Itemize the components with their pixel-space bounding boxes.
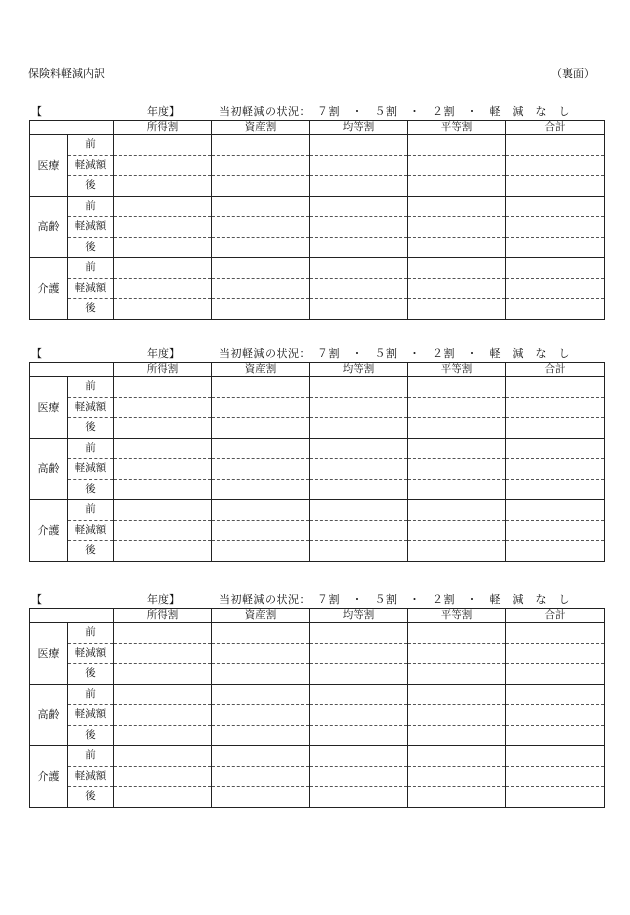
category-label: 高齢 [30, 684, 68, 746]
amount-cell[interactable] [114, 135, 212, 156]
sub-row-label: 後 [68, 176, 114, 197]
amount-cell[interactable] [212, 237, 310, 258]
amount-cell[interactable] [408, 377, 506, 398]
page-side-label: （裏面） [551, 67, 595, 80]
table-header-row [30, 609, 605, 623]
amount-cell[interactable] [408, 438, 506, 459]
amount-cell[interactable] [408, 684, 506, 705]
amount-cell[interactable] [212, 766, 310, 787]
amount-cell[interactable] [408, 237, 506, 258]
amount-cell[interactable] [114, 196, 212, 217]
sub-row-label: 軽減額 [68, 278, 114, 299]
amount-cell[interactable] [114, 418, 212, 439]
amount-cell[interactable] [310, 623, 408, 644]
table-row [30, 237, 605, 258]
sub-row-label: 軽減額 [68, 643, 114, 664]
sub-row-label: 後 [68, 664, 114, 685]
amount-cell[interactable] [408, 196, 506, 217]
amount-cell[interactable] [212, 217, 310, 238]
amount-cell[interactable] [310, 705, 408, 726]
amount-cell[interactable] [408, 155, 506, 176]
sub-row-label: 前 [68, 438, 114, 459]
table-row [30, 623, 605, 644]
amount-cell[interactable] [212, 520, 310, 541]
table-row [30, 258, 605, 279]
category-label: 介護 [30, 258, 68, 320]
amount-cell[interactable] [114, 479, 212, 500]
column-header: 所得割 [114, 609, 212, 623]
column-header: 平等割 [408, 121, 506, 135]
amount-cell[interactable] [506, 623, 605, 644]
table-row [30, 135, 605, 156]
amount-cell[interactable] [506, 643, 605, 664]
amount-cell[interactable] [408, 299, 506, 320]
table-row [30, 705, 605, 726]
amount-cell[interactable] [506, 196, 605, 217]
amount-cell[interactable] [114, 746, 212, 767]
amount-cell[interactable] [310, 438, 408, 459]
amount-cell[interactable] [212, 479, 310, 500]
fiscal-year-label: 年度】 [147, 347, 180, 360]
category-label: 介護 [30, 500, 68, 562]
amount-cell[interactable] [310, 258, 408, 279]
header-blank-cell [30, 363, 114, 377]
reduction-table [29, 362, 605, 562]
amount-cell[interactable] [506, 787, 605, 808]
amount-cell[interactable] [212, 541, 310, 562]
amount-cell[interactable] [114, 541, 212, 562]
amount-cell[interactable] [506, 684, 605, 705]
amount-cell[interactable] [310, 459, 408, 480]
table-row [30, 155, 605, 176]
initial-reduction-status: 当初軽減の状況： ７割 ・ ５割 ・ ２割 ・ 軽 減 な し [219, 105, 570, 118]
amount-cell[interactable] [212, 725, 310, 746]
amount-cell[interactable] [408, 541, 506, 562]
amount-cell[interactable] [506, 459, 605, 480]
year-bracket-open: 【 [31, 105, 42, 118]
column-header: 資産割 [212, 363, 310, 377]
amount-cell[interactable] [212, 299, 310, 320]
column-header: 平等割 [408, 609, 506, 623]
sub-row-label: 後 [68, 787, 114, 808]
amount-cell[interactable] [114, 643, 212, 664]
amount-cell[interactable] [310, 237, 408, 258]
amount-cell[interactable] [506, 176, 605, 197]
column-header: 合計 [506, 363, 605, 377]
amount-cell[interactable] [506, 299, 605, 320]
amount-cell[interactable] [212, 176, 310, 197]
table-row [30, 684, 605, 705]
amount-cell[interactable] [212, 643, 310, 664]
sub-row-label: 軽減額 [68, 520, 114, 541]
amount-cell[interactable] [506, 377, 605, 398]
table-header-row [30, 363, 605, 377]
amount-cell[interactable] [114, 237, 212, 258]
category-label: 医療 [30, 377, 68, 439]
sub-row-label: 前 [68, 500, 114, 521]
sub-row-label: 後 [68, 237, 114, 258]
amount-cell[interactable] [408, 258, 506, 279]
amount-cell[interactable] [506, 418, 605, 439]
column-header: 合計 [506, 121, 605, 135]
amount-cell[interactable] [114, 438, 212, 459]
reduction-block [29, 346, 604, 562]
sub-row-label: 後 [68, 299, 114, 320]
amount-cell[interactable] [114, 623, 212, 644]
category-label: 介護 [30, 746, 68, 808]
amount-cell[interactable] [408, 520, 506, 541]
column-header: 均等割 [310, 363, 408, 377]
sub-row-label: 後 [68, 479, 114, 500]
amount-cell[interactable] [310, 418, 408, 439]
amount-cell[interactable] [114, 664, 212, 685]
amount-cell[interactable] [408, 766, 506, 787]
column-header: 均等割 [310, 121, 408, 135]
amount-cell[interactable] [114, 258, 212, 279]
initial-reduction-status: 当初軽減の状況： ７割 ・ ５割 ・ ２割 ・ 軽 減 な し [219, 347, 570, 360]
amount-cell[interactable] [310, 176, 408, 197]
table-row [30, 176, 605, 197]
amount-cell[interactable] [408, 500, 506, 521]
amount-cell[interactable] [114, 299, 212, 320]
table-row [30, 418, 605, 439]
amount-cell[interactable] [408, 787, 506, 808]
amount-cell[interactable] [212, 155, 310, 176]
amount-cell[interactable] [408, 397, 506, 418]
table-row [30, 766, 605, 787]
table-row [30, 520, 605, 541]
amount-cell[interactable] [408, 705, 506, 726]
amount-cell[interactable] [408, 623, 506, 644]
amount-cell[interactable] [310, 664, 408, 685]
amount-cell[interactable] [310, 479, 408, 500]
amount-cell[interactable] [114, 278, 212, 299]
amount-cell[interactable] [310, 217, 408, 238]
fiscal-year-label: 年度】 [147, 593, 180, 606]
block-header [29, 104, 604, 120]
sub-row-label: 軽減額 [68, 155, 114, 176]
amount-cell[interactable] [310, 299, 408, 320]
amount-cell[interactable] [408, 459, 506, 480]
amount-cell[interactable] [408, 135, 506, 156]
amount-cell[interactable] [310, 155, 408, 176]
table-row [30, 725, 605, 746]
amount-cell[interactable] [310, 725, 408, 746]
table-row [30, 397, 605, 418]
amount-cell[interactable] [310, 377, 408, 398]
amount-cell[interactable] [114, 705, 212, 726]
amount-cell[interactable] [212, 397, 310, 418]
header-blank-cell [30, 121, 114, 135]
amount-cell[interactable] [506, 500, 605, 521]
column-header: 所得割 [114, 121, 212, 135]
block-header [29, 346, 604, 362]
amount-cell[interactable] [506, 135, 605, 156]
table-row [30, 299, 605, 320]
amount-cell[interactable] [506, 520, 605, 541]
amount-cell[interactable] [114, 520, 212, 541]
amount-cell[interactable] [506, 541, 605, 562]
amount-cell[interactable] [506, 278, 605, 299]
amount-cell[interactable] [408, 278, 506, 299]
amount-cell[interactable] [212, 377, 310, 398]
amount-cell[interactable] [408, 643, 506, 664]
category-label: 医療 [30, 623, 68, 685]
amount-cell[interactable] [114, 787, 212, 808]
amount-cell[interactable] [212, 438, 310, 459]
amount-cell[interactable] [310, 520, 408, 541]
table-row [30, 278, 605, 299]
amount-cell[interactable] [114, 684, 212, 705]
sub-row-label: 前 [68, 746, 114, 767]
amount-cell[interactable] [310, 278, 408, 299]
table-row [30, 541, 605, 562]
table-row [30, 459, 605, 480]
amount-cell[interactable] [114, 217, 212, 238]
amount-cell[interactable] [408, 217, 506, 238]
amount-cell[interactable] [506, 664, 605, 685]
reduction-block [29, 104, 604, 320]
year-bracket-open: 【 [31, 347, 42, 360]
sub-row-label: 前 [68, 196, 114, 217]
amount-cell[interactable] [310, 684, 408, 705]
fiscal-year-label: 年度】 [147, 105, 180, 118]
header-blank-cell [30, 609, 114, 623]
amount-cell[interactable] [506, 766, 605, 787]
amount-cell[interactable] [310, 500, 408, 521]
amount-cell[interactable] [310, 787, 408, 808]
category-label: 高齢 [30, 196, 68, 258]
table-header-row [30, 121, 605, 135]
amount-cell[interactable] [408, 418, 506, 439]
amount-cell[interactable] [506, 725, 605, 746]
amount-cell[interactable] [506, 237, 605, 258]
amount-cell[interactable] [114, 500, 212, 521]
column-header: 資産割 [212, 609, 310, 623]
amount-cell[interactable] [506, 438, 605, 459]
column-header: 平等割 [408, 363, 506, 377]
amount-cell[interactable] [506, 217, 605, 238]
category-label: 高齢 [30, 438, 68, 500]
amount-cell[interactable] [408, 725, 506, 746]
amount-cell[interactable] [310, 397, 408, 418]
amount-cell[interactable] [310, 135, 408, 156]
reduction-table [29, 120, 605, 320]
amount-cell[interactable] [114, 725, 212, 746]
column-header: 所得割 [114, 363, 212, 377]
amount-cell[interactable] [212, 684, 310, 705]
sub-row-label: 軽減額 [68, 459, 114, 480]
column-header: 合計 [506, 609, 605, 623]
sub-row-label: 後 [68, 418, 114, 439]
amount-cell[interactable] [212, 500, 310, 521]
document-title: 保険料軽減内訳 [28, 67, 105, 80]
table-row [30, 479, 605, 500]
sub-row-label: 軽減額 [68, 397, 114, 418]
amount-cell[interactable] [212, 418, 310, 439]
amount-cell[interactable] [212, 196, 310, 217]
amount-cell[interactable] [212, 258, 310, 279]
amount-cell[interactable] [310, 196, 408, 217]
sub-row-label: 前 [68, 377, 114, 398]
table-row [30, 377, 605, 398]
amount-cell[interactable] [114, 397, 212, 418]
amount-cell[interactable] [408, 176, 506, 197]
amount-cell[interactable] [212, 746, 310, 767]
sub-row-label: 前 [68, 684, 114, 705]
amount-cell[interactable] [212, 705, 310, 726]
amount-cell[interactable] [506, 746, 605, 767]
amount-cell[interactable] [114, 377, 212, 398]
sub-row-label: 後 [68, 541, 114, 562]
amount-cell[interactable] [212, 623, 310, 644]
amount-cell[interactable] [506, 479, 605, 500]
table-row [30, 438, 605, 459]
amount-cell[interactable] [506, 705, 605, 726]
sub-row-label: 前 [68, 135, 114, 156]
amount-cell[interactable] [506, 397, 605, 418]
amount-cell[interactable] [114, 155, 212, 176]
amount-cell[interactable] [310, 766, 408, 787]
amount-cell[interactable] [114, 176, 212, 197]
sub-row-label: 軽減額 [68, 766, 114, 787]
table-row [30, 643, 605, 664]
amount-cell[interactable] [212, 135, 310, 156]
amount-cell[interactable] [408, 479, 506, 500]
category-label: 医療 [30, 135, 68, 197]
amount-cell[interactable] [114, 459, 212, 480]
table-row [30, 500, 605, 521]
amount-cell[interactable] [506, 258, 605, 279]
sub-row-label: 軽減額 [68, 217, 114, 238]
sub-row-label: 後 [68, 725, 114, 746]
column-header: 資産割 [212, 121, 310, 135]
sub-row-label: 軽減額 [68, 705, 114, 726]
block-header [29, 592, 604, 608]
table-row [30, 664, 605, 685]
reduction-block [29, 592, 604, 808]
reduction-table [29, 608, 605, 808]
amount-cell[interactable] [212, 459, 310, 480]
amount-cell[interactable] [114, 766, 212, 787]
sub-row-label: 前 [68, 623, 114, 644]
amount-cell[interactable] [212, 664, 310, 685]
amount-cell[interactable] [212, 787, 310, 808]
sub-row-label: 前 [68, 258, 114, 279]
table-row [30, 196, 605, 217]
amount-cell[interactable] [212, 278, 310, 299]
table-row [30, 217, 605, 238]
initial-reduction-status: 当初軽減の状況： ７割 ・ ５割 ・ ２割 ・ 軽 減 な し [219, 593, 570, 606]
column-header: 均等割 [310, 609, 408, 623]
amount-cell[interactable] [506, 155, 605, 176]
amount-cell[interactable] [310, 541, 408, 562]
table-row [30, 746, 605, 767]
amount-cell[interactable] [408, 746, 506, 767]
year-bracket-open: 【 [31, 593, 42, 606]
amount-cell[interactable] [310, 643, 408, 664]
amount-cell[interactable] [408, 664, 506, 685]
amount-cell[interactable] [310, 746, 408, 767]
table-row [30, 787, 605, 808]
